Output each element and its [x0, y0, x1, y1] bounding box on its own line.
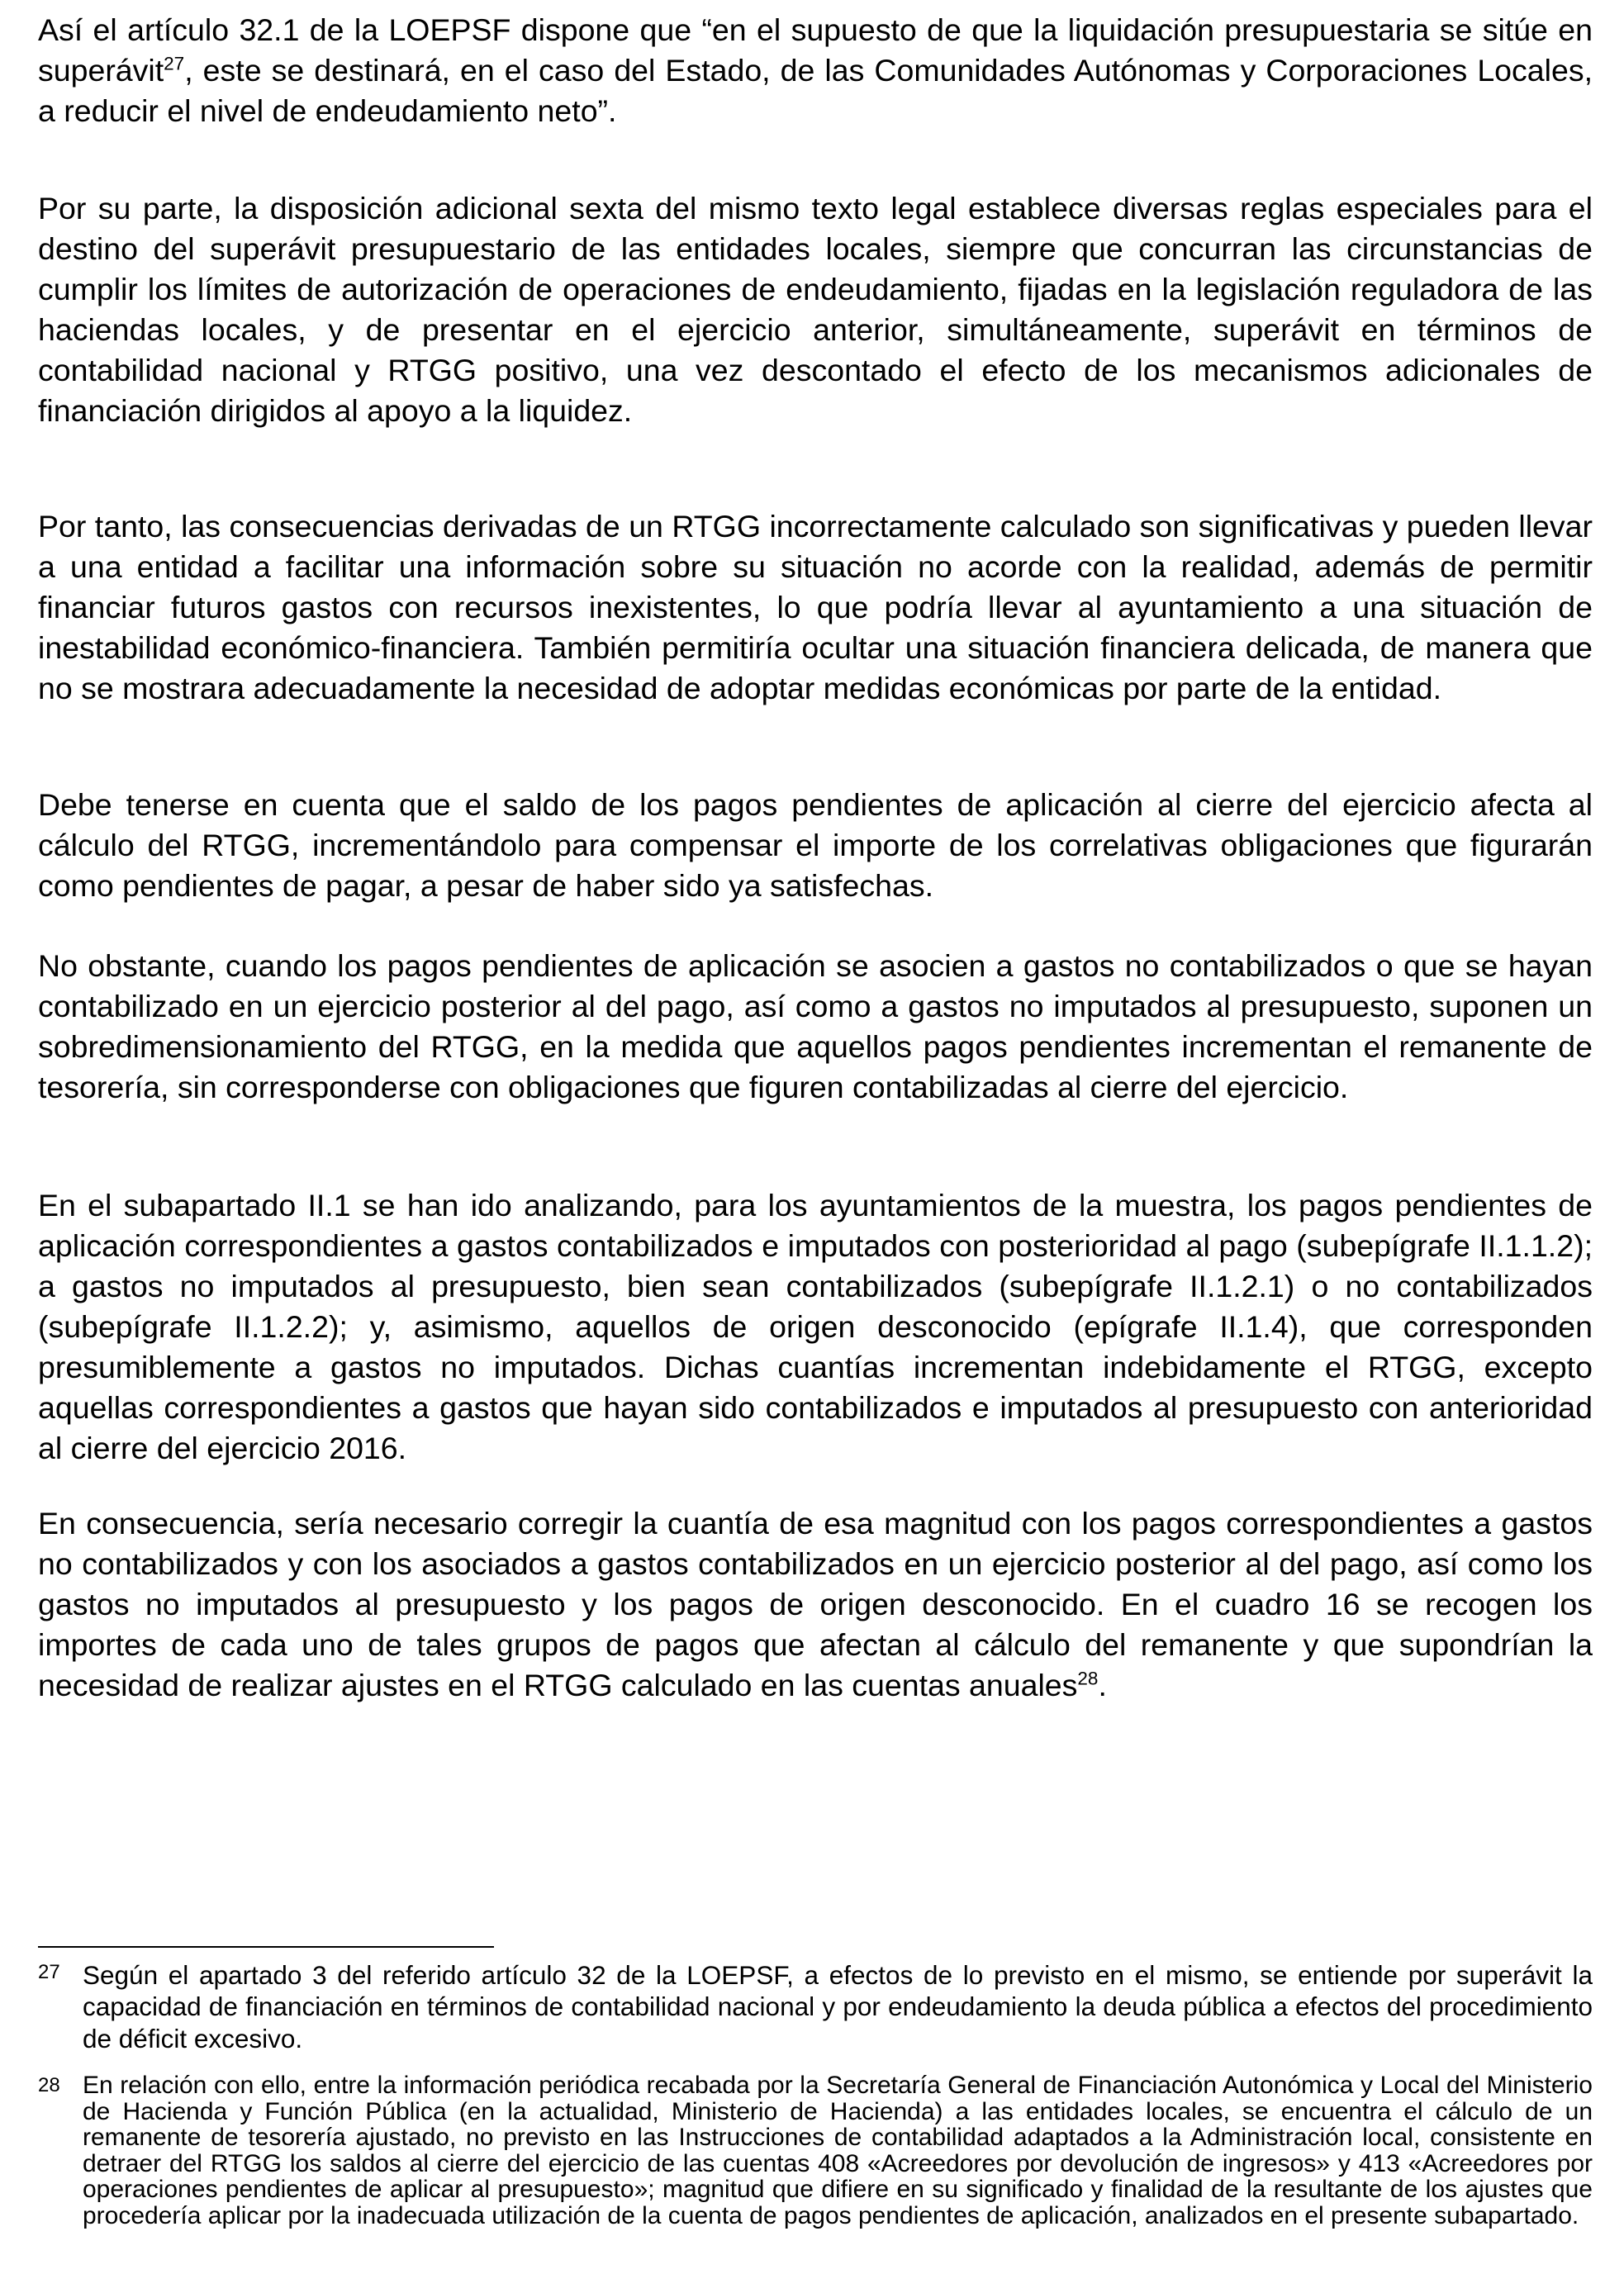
paragraph-2: Por su parte, la disposición adicional sexta del mismo texto legal establece diversas reglas especiales para el destino del superávit presupuestario de las entidades locales, siempre que concurran las circunstancias de cumplir los límites de autorización de operaciones de endeudamiento, fijadas en la legislación reguladora de las haciendas locales, y de presentar en el ejercicio anterior, simultáneamente, superávit en términos de contabilidad nacional y RTGG positivo, una vez descontado el efecto de los mecanismos adicionales de financiación dirigidos al apoyo a la liquidez.: [38, 191, 1593, 428]
footnote-number: 27: [38, 1961, 60, 1983]
paragraph-1: [38, 10, 1593, 131]
paragraph-6: En el subapartado II.1 se han ido analizando, para los ayuntamientos de la muestra, los pagos pendientes de aplicación correspondientes a gastos contabilizados e imputados con posterioridad al pago (subepígrafe II.1.1.2); a gastos no imputados al presupuesto, bien sean contabilizados (subepígrafe II.1.2.1) o no contabilizados (subepígrafe II.1.2.2); y, asimismo, aquellos de origen desconocido (epígrafe II.1.4), que corresponden presumiblemente a gastos no imputados. Dichas cuantías incrementan indebidamente el RTGG, excepto aquellas correspondientes a gastos que hayan sido contabilizados e imputados al presupuesto con anterioridad al cierre del ejercicio 2016.: [38, 1188, 1593, 1465]
paragraph-7-text-b: .: [1098, 1668, 1107, 1702]
paragraph-5: No obstante, cuando los pagos pendientes de aplicación se asocien a gastos no contabilizados o que se hayan contabilizado en un ejercicio posterior al del pago, así como a gastos no imputados al presupuesto, suponen un sobredimensionamiento del RTGG, en la medida que aquellos pagos pendientes incrementan el remanente de tesorería, sin corresponderse con obligaciones que figuren contabilizadas al cierre del ejercicio.: [38, 948, 1593, 1104]
paragraph-7-text-a: En consecuencia, sería necesario corregir la cuantía de esa magnitud con los pagos correspondientes a gastos no contabilizados y con los asociados a gastos contabilizados en un ejercicio posterior al del pago, así como los gastos no imputados al presupuesto y los pagos de origen desconocido. En el cuadro 16 se recogen los importes de cada uno de tales grupos de pagos que afectan al cálculo del remanente y que supondrían la necesidad de realizar ajustes en el RTGG calculado en las cuentas anuales: [38, 1506, 1593, 1702]
paragraph-1-text-a: Así el artículo 32.1 de la LOEPSF dispone que “en el supuesto de que la liquidación presupuestaria se sitúe en superávit: [38, 12, 1593, 88]
paragraph-4: Debe tenerse en cuenta que el saldo de los pagos pendientes de aplicación al cierre del ejercicio afecta al cálculo del RTGG, incrementándolo para compensar el importe de los correlativas obligaciones que figurarán como pendientes de pagar, a pesar de haber sido ya satisfechas.: [38, 787, 1593, 903]
paragraph-3: Por tanto, las consecuencias derivadas de un RTGG incorrectamente calculado son significativas y pueden llevar a una entidad a facilitar una información sobre su situación no acorde con la realidad, además de permitir financiar futuros gastos con recursos inexistentes, lo que podría llevar al ayuntamiento a una situación de inestabilidad económico-financiera. También permitiría ocultar una situación financiera delicada, de manera que no se mostrara adecuadamente la necesidad de adoptar medidas económicas por parte de la entidad.: [38, 509, 1593, 705]
footnote-text: Según el apartado 3 del referido artículo 32 de la LOEPSF, a efectos de lo previsto en el mismo, se entiende por superávit la capacidad de financiación en términos de contabilidad nacional y por endeudamiento la deuda pública a efectos del procedimiento de déficit excesivo.: [83, 1960, 1593, 2053]
footnote-number: 28: [38, 2074, 60, 2096]
footnote-separator: [38, 1946, 494, 1948]
footnote-ref-28[interactable]: 28: [1077, 1668, 1099, 1689]
paragraph-1-text-b: , este se destinará, en el caso del Estado, de las Comunidades Autónomas y Corporaciones Locales, a reducir el nivel de endeudamiento neto”.: [38, 53, 1593, 128]
footnote-ref-27[interactable]: 27: [164, 53, 185, 74]
paragraph-7: [38, 1503, 1593, 1706]
footnote-text: En relación con ello, entre la información periódica recabada por la Secretaría General de Financiación Autonómica y Local del Ministerio de Hacienda y Función Pública (en la actualidad, Ministerio de Hacienda) a las entidades locales, se encuentra el cálculo de un remanente de tesorería ajustado, no previsto en las Instrucciones de contabilidad adaptados a la Administración local, consistente en detraer del RTGG los saldos al cierre del ejercicio de las cuentas 408 «Acreedores por devolución de ingresos» y 413 «Acreedores por operaciones pendientes de aplicar al presupuesto»; magnitud que difiere en su significado y finalidad de la resultante de los ajustes que procedería aplicar por la inadecuada utilización de la cuenta de pagos pendientes de aplicación, analizados en el presente subapartado.: [83, 2072, 1593, 2229]
